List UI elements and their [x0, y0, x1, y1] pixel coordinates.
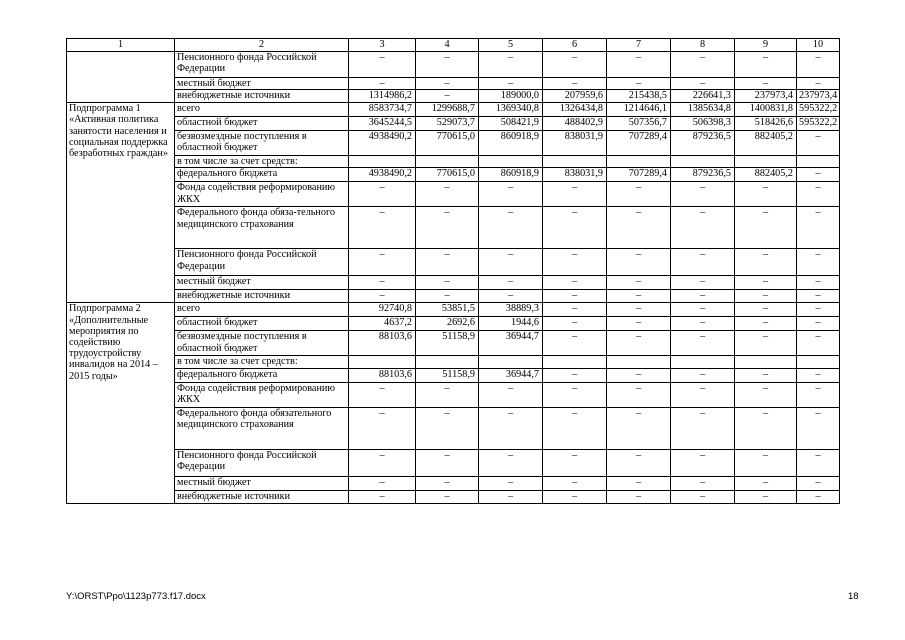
table-row	[67, 490, 840, 503]
funding-source: местный бюджет	[175, 78, 349, 90]
column-header: 7	[607, 39, 671, 52]
value-cell: –	[735, 78, 797, 90]
value-cell: –	[479, 249, 543, 276]
table-row	[67, 182, 840, 207]
funding-source: федерального бюджета	[175, 368, 349, 382]
value-cell: –	[349, 52, 416, 78]
value-cell: –	[416, 276, 479, 290]
column-header: 1	[67, 39, 175, 52]
value-cell: 92740,8	[349, 303, 416, 317]
table-row	[67, 476, 840, 490]
value-cell: –	[479, 276, 543, 290]
footer-file-path: Y:\ORST\Ppo\1123p773.f17.docx	[66, 591, 206, 602]
value-cell	[735, 356, 797, 368]
table-row	[67, 249, 840, 276]
value-cell: 1299688,7	[416, 103, 479, 117]
value-cell: –	[735, 449, 797, 476]
column-header: 9	[735, 39, 797, 52]
value-cell: –	[543, 368, 607, 382]
value-cell: –	[479, 78, 543, 90]
value-cell: 879236,5	[671, 131, 735, 156]
value-cell: –	[479, 52, 543, 78]
funding-source: областной бюджет	[175, 117, 349, 131]
value-cell: 707289,4	[607, 131, 671, 156]
value-cell: –	[735, 490, 797, 503]
table-row	[67, 207, 840, 249]
value-cell: 1326434,8	[543, 103, 607, 117]
table-row	[67, 303, 840, 317]
column-header: 2	[175, 39, 349, 52]
value-cell: 88103,6	[349, 368, 416, 382]
funding-source: внебюджетные источники	[175, 490, 349, 503]
value-cell: 4637,2	[349, 317, 416, 331]
value-cell: –	[735, 368, 797, 382]
value-cell	[671, 356, 735, 368]
value-cell	[607, 156, 671, 168]
value-cell: –	[797, 182, 840, 207]
value-cell: 860918,9	[479, 168, 543, 182]
value-cell: –	[607, 476, 671, 490]
table-row	[67, 382, 840, 407]
value-cell: 529073,7	[416, 117, 479, 131]
table-row	[67, 276, 840, 290]
value-cell: –	[416, 476, 479, 490]
value-cell: –	[797, 382, 840, 407]
value-cell: –	[543, 382, 607, 407]
funding-source: местный бюджет	[175, 476, 349, 490]
value-cell: –	[543, 290, 607, 303]
value-cell: 1400831,8	[735, 103, 797, 117]
value-cell: –	[671, 368, 735, 382]
value-cell: 88103,6	[349, 331, 416, 356]
funding-source: областной бюджет	[175, 317, 349, 331]
value-cell: –	[671, 249, 735, 276]
value-cell: –	[671, 78, 735, 90]
value-cell: –	[671, 52, 735, 78]
value-cell: –	[797, 276, 840, 290]
value-cell: –	[607, 249, 671, 276]
value-cell: 595322,2	[797, 117, 840, 131]
value-cell: –	[543, 449, 607, 476]
value-cell	[543, 156, 607, 168]
value-cell: –	[607, 331, 671, 356]
value-cell: 882405,2	[735, 168, 797, 182]
value-cell: –	[349, 207, 416, 249]
funding-source: в том числе за счет средств:	[175, 156, 349, 168]
funding-source: внебюджетные источники	[175, 90, 349, 103]
value-cell: –	[797, 490, 840, 503]
value-cell: –	[349, 476, 416, 490]
table-row	[67, 156, 840, 168]
value-cell: –	[543, 207, 607, 249]
value-cell: 38889,3	[479, 303, 543, 317]
column-header: 8	[671, 39, 735, 52]
funding-source: всего	[175, 103, 349, 117]
value-cell: –	[349, 490, 416, 503]
value-cell: 4938490,2	[349, 131, 416, 156]
funding-source: в том числе за счет средств:	[175, 356, 349, 368]
funding-source: всего	[175, 303, 349, 317]
value-cell: 1314986,2	[349, 90, 416, 103]
value-cell: 1385634,8	[671, 103, 735, 117]
value-cell: –	[735, 317, 797, 331]
value-cell: 838031,9	[543, 131, 607, 156]
value-cell: 3645244,5	[349, 117, 416, 131]
value-cell: –	[416, 52, 479, 78]
value-cell: –	[671, 317, 735, 331]
value-cell: –	[607, 490, 671, 503]
value-cell: –	[607, 449, 671, 476]
value-cell: 595322,2	[797, 103, 840, 117]
table-row	[67, 290, 840, 303]
value-cell: 838031,9	[543, 168, 607, 182]
column-header: 10	[797, 39, 840, 52]
value-cell: –	[416, 90, 479, 103]
value-cell	[543, 356, 607, 368]
value-cell: –	[671, 182, 735, 207]
value-cell: –	[543, 249, 607, 276]
funding-source: безвозмездные поступления в областной бюджет	[175, 131, 349, 156]
value-cell: –	[416, 382, 479, 407]
column-header: 6	[543, 39, 607, 52]
value-cell: –	[349, 449, 416, 476]
value-cell: –	[349, 382, 416, 407]
value-cell: –	[479, 182, 543, 207]
value-cell: 2692,6	[416, 317, 479, 331]
program-name: Подпрограмма 2 «Дополнительные мероприятия по содействию трудоустройству инвалидов на 2014 – 2015 годы»	[67, 303, 175, 503]
value-cell: –	[607, 52, 671, 78]
value-cell: –	[671, 476, 735, 490]
program-name-empty	[67, 52, 175, 103]
value-cell: –	[797, 476, 840, 490]
value-cell: –	[349, 249, 416, 276]
value-cell: –	[797, 368, 840, 382]
table-row	[67, 52, 840, 78]
value-cell: –	[797, 52, 840, 78]
value-cell: –	[671, 490, 735, 503]
funding-source: Пенсионного фонда Российской Федерации	[175, 249, 349, 276]
value-cell: –	[607, 407, 671, 449]
funding-source: Фонда содействия реформированию ЖКХ	[175, 382, 349, 407]
table-row	[67, 90, 840, 103]
value-cell: 237973,4	[797, 90, 840, 103]
funding-source: внебюджетные источники	[175, 290, 349, 303]
value-cell: –	[735, 303, 797, 317]
funding-source: местный бюджет	[175, 276, 349, 290]
value-cell: –	[607, 303, 671, 317]
value-cell: –	[797, 207, 840, 249]
value-cell: 879236,5	[671, 168, 735, 182]
page-number: 18	[848, 591, 859, 602]
funding-source: Федерального фонда обяза-тельного медицинского страхования	[175, 207, 349, 249]
value-cell: –	[735, 182, 797, 207]
value-cell: 506398,3	[671, 117, 735, 131]
budget-table	[66, 38, 840, 504]
value-cell: 36944,7	[479, 368, 543, 382]
value-cell: –	[671, 449, 735, 476]
value-cell: –	[797, 290, 840, 303]
value-cell: –	[735, 276, 797, 290]
value-cell: –	[543, 476, 607, 490]
value-cell: 508421,9	[479, 117, 543, 131]
program-name: Подпрограмма 1 «Активная политика занятости населения и социальная поддержка безработных граждан»	[67, 103, 175, 303]
value-cell: 226641,3	[671, 90, 735, 103]
value-cell: –	[671, 331, 735, 356]
funding-source: Фонда содействия реформированию ЖКХ	[175, 182, 349, 207]
value-cell: 53851,5	[416, 303, 479, 317]
value-cell: 770615,0	[416, 168, 479, 182]
value-cell: –	[349, 276, 416, 290]
value-cell: –	[671, 207, 735, 249]
table-row	[67, 368, 840, 382]
value-cell: –	[607, 317, 671, 331]
value-cell: –	[479, 207, 543, 249]
header-row	[67, 39, 840, 52]
value-cell: 36944,7	[479, 331, 543, 356]
value-cell: –	[416, 207, 479, 249]
value-cell: –	[797, 131, 840, 156]
table-row	[67, 103, 840, 117]
table-row	[67, 131, 840, 156]
value-cell	[349, 356, 416, 368]
column-header: 5	[479, 39, 543, 52]
value-cell: –	[416, 182, 479, 207]
funding-source: безвозмездные поступления в областной бюджет	[175, 331, 349, 356]
value-cell: –	[543, 276, 607, 290]
value-cell: –	[797, 331, 840, 356]
value-cell: –	[543, 490, 607, 503]
value-cell: –	[607, 276, 671, 290]
value-cell: –	[671, 407, 735, 449]
value-cell: –	[479, 382, 543, 407]
value-cell	[479, 356, 543, 368]
value-cell: –	[416, 449, 479, 476]
value-cell: 51158,9	[416, 368, 479, 382]
value-cell: –	[416, 407, 479, 449]
value-cell: –	[797, 78, 840, 90]
value-cell: –	[349, 78, 416, 90]
value-cell: 237973,4	[735, 90, 797, 103]
funding-source: Пенсионного фонда Российской Федерации	[175, 449, 349, 476]
value-cell: –	[607, 382, 671, 407]
value-cell: 1369340,8	[479, 103, 543, 117]
value-cell	[349, 156, 416, 168]
value-cell: 518426,6	[735, 117, 797, 131]
value-cell: 488402,9	[543, 117, 607, 131]
value-cell: 507356,7	[607, 117, 671, 131]
value-cell: –	[416, 78, 479, 90]
table-row	[67, 449, 840, 476]
value-cell: –	[671, 382, 735, 407]
value-cell: –	[349, 182, 416, 207]
value-cell	[735, 156, 797, 168]
value-cell: 215438,5	[607, 90, 671, 103]
value-cell: –	[671, 276, 735, 290]
value-cell: –	[797, 317, 840, 331]
value-cell: 189000,0	[479, 90, 543, 103]
value-cell: –	[735, 407, 797, 449]
value-cell: –	[416, 290, 479, 303]
value-cell: –	[543, 303, 607, 317]
table-row	[67, 356, 840, 368]
table-row	[67, 78, 840, 90]
value-cell	[416, 156, 479, 168]
funding-source: Федерального фонда обязательного медицинского страхования	[175, 407, 349, 449]
value-cell: –	[607, 368, 671, 382]
value-cell: –	[349, 407, 416, 449]
table-row	[67, 317, 840, 331]
value-cell: 882405,2	[735, 131, 797, 156]
value-cell: –	[735, 331, 797, 356]
table-row	[67, 168, 840, 182]
value-cell: –	[543, 331, 607, 356]
value-cell: –	[479, 290, 543, 303]
value-cell: –	[671, 303, 735, 317]
value-cell: –	[543, 52, 607, 78]
value-cell: 1944,6	[479, 317, 543, 331]
value-cell: –	[797, 449, 840, 476]
value-cell: –	[735, 249, 797, 276]
value-cell: –	[797, 168, 840, 182]
value-cell	[416, 356, 479, 368]
funding-source: Пенсионного фонда Российской Федерации	[175, 52, 349, 78]
column-header: 4	[416, 39, 479, 52]
value-cell: 51158,9	[416, 331, 479, 356]
value-cell: –	[797, 407, 840, 449]
value-cell: –	[735, 290, 797, 303]
value-cell: 707289,4	[607, 168, 671, 182]
table-row	[67, 331, 840, 356]
value-cell: –	[735, 207, 797, 249]
value-cell: –	[735, 382, 797, 407]
value-cell: –	[479, 407, 543, 449]
value-cell: –	[671, 290, 735, 303]
value-cell: –	[607, 207, 671, 249]
value-cell: –	[797, 303, 840, 317]
value-cell	[797, 156, 840, 168]
value-cell: –	[479, 449, 543, 476]
value-cell: 770615,0	[416, 131, 479, 156]
value-cell: –	[543, 78, 607, 90]
value-cell: 8583734,7	[349, 103, 416, 117]
value-cell: –	[479, 490, 543, 503]
table-row	[67, 117, 840, 131]
value-cell	[479, 156, 543, 168]
value-cell: –	[543, 407, 607, 449]
value-cell: –	[416, 249, 479, 276]
column-header: 3	[349, 39, 416, 52]
value-cell: 4938490,2	[349, 168, 416, 182]
value-cell: –	[735, 476, 797, 490]
value-cell: –	[607, 290, 671, 303]
value-cell: –	[607, 182, 671, 207]
value-cell	[797, 356, 840, 368]
value-cell: 207959,6	[543, 90, 607, 103]
table-row	[67, 407, 840, 449]
funding-source: федерального бюджета	[175, 168, 349, 182]
value-cell: –	[479, 476, 543, 490]
value-cell: –	[543, 182, 607, 207]
value-cell	[607, 356, 671, 368]
value-cell: –	[735, 52, 797, 78]
value-cell: –	[543, 317, 607, 331]
value-cell: 1214646,1	[607, 103, 671, 117]
value-cell: –	[416, 490, 479, 503]
value-cell: –	[797, 249, 840, 276]
value-cell: –	[349, 290, 416, 303]
value-cell: 860918,9	[479, 131, 543, 156]
value-cell	[671, 156, 735, 168]
value-cell: –	[607, 78, 671, 90]
